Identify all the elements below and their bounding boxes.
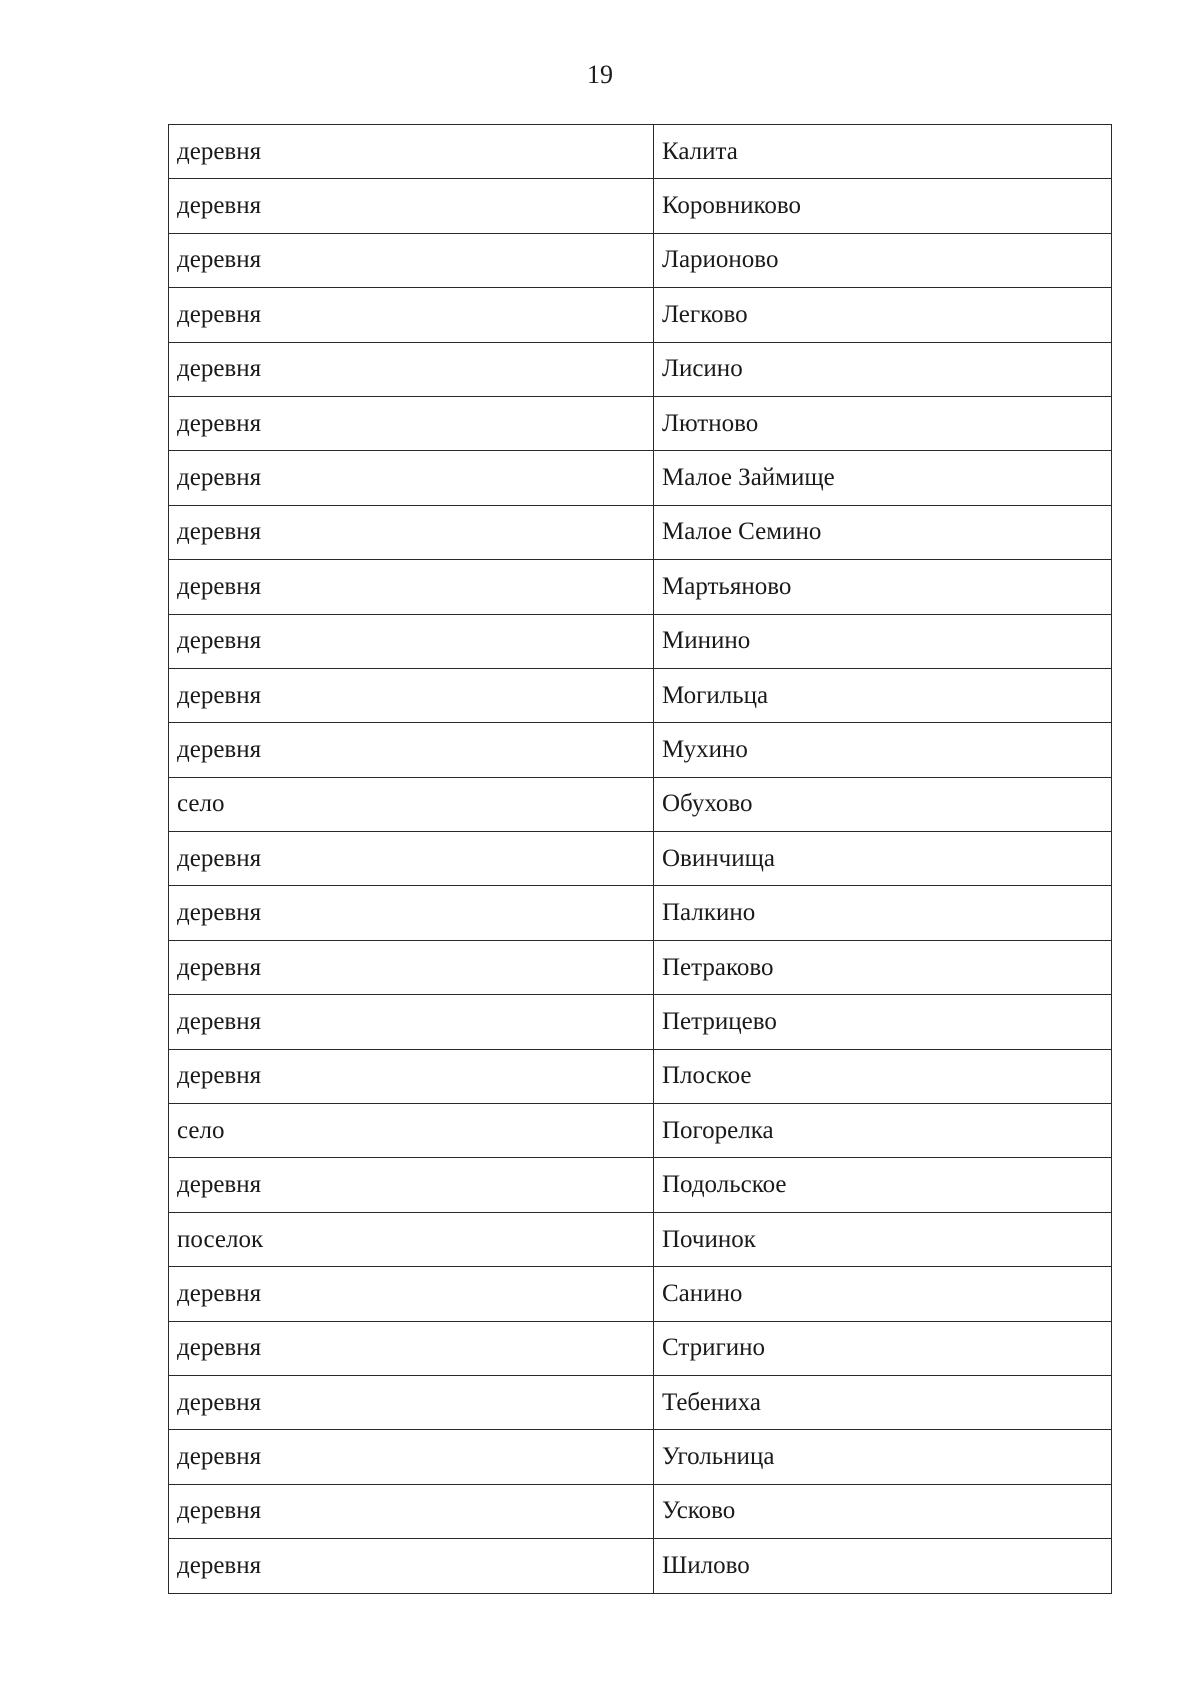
settlement-type-cell: деревня [169,940,654,994]
settlement-type-cell: деревня [169,1484,654,1538]
table-row [169,668,1112,722]
settlement-type-cell: село [169,1104,654,1158]
table-row [169,1158,1112,1212]
settlement-type-cell: деревня [169,1267,654,1321]
table-row [169,777,1112,831]
settlement-type-cell: деревня [169,125,654,179]
table-row [169,886,1112,940]
settlement-name-cell: Лисино [654,342,1112,396]
settlement-name-cell: Шилово [654,1539,1112,1593]
settlement-name-cell: Ларионово [654,233,1112,287]
settlement-type-cell: деревня [169,288,654,342]
settlement-type-cell: деревня [169,886,654,940]
settlement-name-cell: Починок [654,1212,1112,1266]
settlement-type-cell: деревня [169,1158,654,1212]
settlement-type-cell: деревня [169,560,654,614]
settlement-name-cell: Палкино [654,886,1112,940]
settlement-type-cell: деревня [169,179,654,233]
settlement-name-cell: Калита [654,125,1112,179]
settlement-name-cell: Овинчища [654,832,1112,886]
settlement-name-cell: Тебениха [654,1375,1112,1429]
settlement-name-cell: Коровниково [654,179,1112,233]
page-number: 19 [587,60,613,89]
settlement-type-cell: деревня [169,832,654,886]
table-row [169,233,1112,287]
settlement-name-cell: Малое Семино [654,505,1112,559]
settlement-name-cell: Легково [654,288,1112,342]
settlement-name-cell: Угольница [654,1430,1112,1484]
table-row [169,1430,1112,1484]
table-row [169,940,1112,994]
settlement-type-cell: деревня [169,614,654,668]
settlement-name-cell: Минино [654,614,1112,668]
settlement-type-cell: деревня [169,1375,654,1429]
table-row [169,179,1112,233]
settlement-type-cell: деревня [169,1539,654,1593]
settlement-name-cell: Санино [654,1267,1112,1321]
table-row [169,288,1112,342]
settlement-name-cell: Петрицево [654,995,1112,1049]
settlement-name-cell: Мухино [654,723,1112,777]
table-row [169,723,1112,777]
settlement-type-cell: деревня [169,1321,654,1375]
settlement-type-cell: деревня [169,668,654,722]
settlement-name-cell: Обухово [654,777,1112,831]
settlement-name-cell: Малое Займище [654,451,1112,505]
table-row [169,451,1112,505]
settlement-type-cell: деревня [169,1049,654,1103]
settlement-type-cell: деревня [169,723,654,777]
settlement-name-cell: Плоское [654,1049,1112,1103]
settlement-type-cell: село [169,777,654,831]
table-row [169,505,1112,559]
table-row [169,1539,1112,1593]
settlement-name-cell: Лютново [654,396,1112,450]
settlement-name-cell: Подольское [654,1158,1112,1212]
table-row [169,1267,1112,1321]
table-row [169,125,1112,179]
settlement-type-cell: деревня [169,233,654,287]
settlement-type-cell: деревня [169,451,654,505]
settlement-type-cell: поселок [169,1212,654,1266]
table-row [169,995,1112,1049]
table-row [169,342,1112,396]
table-row [169,1484,1112,1538]
table-row [169,396,1112,450]
table-row [169,1049,1112,1103]
settlements-table [168,124,1112,1594]
table-row [169,560,1112,614]
table-row [169,1212,1112,1266]
settlement-type-cell: деревня [169,396,654,450]
settlement-type-cell: деревня [169,1430,654,1484]
table-row [169,832,1112,886]
settlements-table-body [169,125,1112,1594]
settlement-name-cell: Петраково [654,940,1112,994]
settlement-name-cell: Могильца [654,668,1112,722]
table-row [169,1321,1112,1375]
settlement-name-cell: Мартьяново [654,560,1112,614]
table-row [169,1375,1112,1429]
settlement-name-cell: Погорелка [654,1104,1112,1158]
settlement-name-cell: Стригино [654,1321,1112,1375]
table-row [169,1104,1112,1158]
settlement-name-cell: Усково [654,1484,1112,1538]
settlement-type-cell: деревня [169,342,654,396]
settlement-type-cell: деревня [169,995,654,1049]
table-row [169,614,1112,668]
settlement-type-cell: деревня [169,505,654,559]
